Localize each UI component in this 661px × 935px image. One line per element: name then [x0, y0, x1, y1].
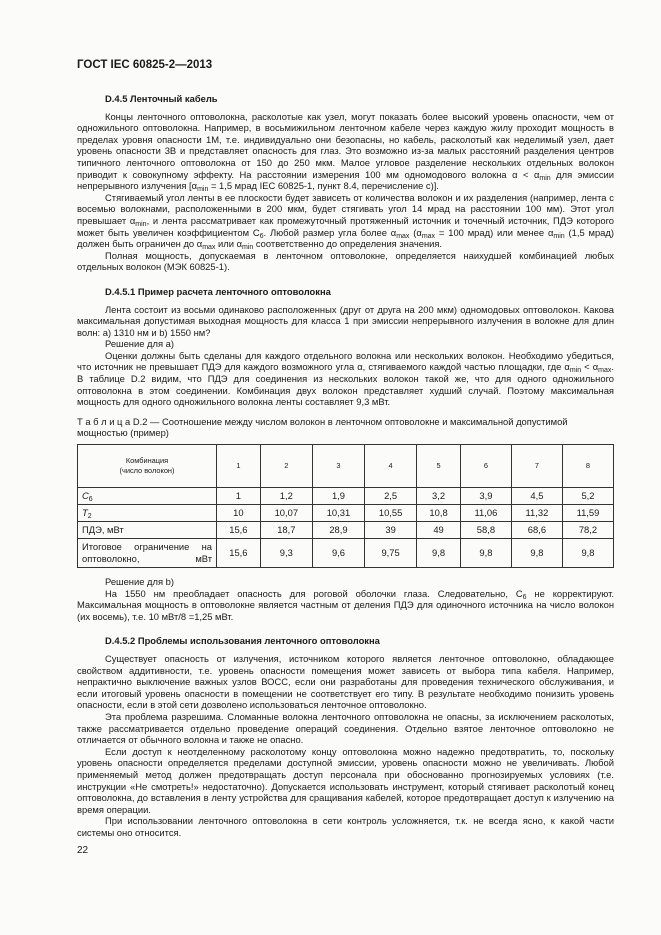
table-cell: 10,55 — [365, 505, 417, 522]
table-cell: 11,06 — [460, 505, 511, 522]
table-cell: 15,6 — [217, 539, 261, 568]
table-header-label: Комбинация (число волокон) — [78, 445, 217, 488]
row-label: $C_6$ — [78, 488, 217, 505]
table-header-row — [78, 445, 614, 488]
table-cell: 18,7 — [260, 522, 312, 539]
table-cell: 4,5 — [511, 488, 562, 505]
paragraph: Полная мощность, допускаемая в ленточном оптоволокне, определяется наихудшей комбинацией любых отдельных волокон (МЭК 60825-1). — [77, 249, 614, 273]
table-header-cell: 7 — [511, 445, 562, 488]
table-cell: 1,9 — [312, 488, 364, 505]
row-label: Итоговое ограничение на оптоволокно, мВт — [78, 539, 217, 568]
table-cell: 9,6 — [312, 539, 364, 568]
table-header-cell: 2 — [260, 445, 312, 488]
table-cell: 9,8 — [460, 539, 511, 568]
table-cell: 5,2 — [562, 488, 613, 505]
table-cell: 11,32 — [511, 505, 562, 522]
table-cell: 10,8 — [417, 505, 461, 522]
paragraph: Если доступ к неотделенному расколотому концу оптоволокна можно надежно предотвратить, то, поскольку уровень опасности определяется пределами доступной эмиссии, уровень опасности можно не увеличивать. Любой применяемый метод должен предотвращать доступ персонала при обоснованно прогнозируемых условиях (т.е. инструкции «Не смотреть!» недостаточно). Допускается использовать инструмент, который стягивает расколотый конец оптоволокна, до вставления в ленту устройства для сращивания кабелей, которое предотвращает доступ к излучению на время операции. — [77, 745, 614, 815]
table-cell: 3,2 — [417, 488, 461, 505]
table-cell: 78,2 — [562, 522, 613, 539]
table-cell: 9,75 — [365, 539, 417, 568]
paragraph: Стягиваемый угол ленты в ее плоскости будет зависеть от количества волокон и их разделения (например, лента с восемью волокнами, расположенными в 200 мкм, будет стягивать угол 14 мрад на расстоянии 100 мм). Этот угол превышает $\alpha_{min}$, и лента рассматривает как промежуточный протяженный источник и точечный источник, ПДЭ которого может быть увеличен коэффициентом $C_6$. Любой размер угла более $\alpha_{max}$ ($\alpha_{max} = 100$ мрад) или менее $\alpha_{min}$ (1,5 мрад) должен быть ограничен до $\alpha_{max}$ или $\alpha_{min}$ соответственно до определения значения. — [77, 191, 614, 252]
table-cell: 9,3 — [260, 539, 312, 568]
table-cell: 2,5 — [365, 488, 417, 505]
solution-label-b: Решение для b) — [105, 576, 174, 588]
table-cell: 11,59 — [562, 505, 613, 522]
table-header-cell: 8 — [562, 445, 613, 488]
section-heading-d452: D.4.5.2 Проблемы использования ленточного оптоволокна — [105, 635, 380, 647]
section-heading-d45: D.4.5 Ленточный кабель — [105, 93, 218, 104]
table-header-cell: 3 — [312, 445, 364, 488]
standard-header: ГОСТ IEC 60825-2—2013 — [77, 59, 213, 71]
page-number: 22 — [77, 845, 89, 856]
table-cell: 9,8 — [562, 539, 613, 568]
table-cell: 58,8 — [460, 522, 511, 539]
table-cell: 3,9 — [460, 488, 511, 505]
table-cell: 9,8 — [417, 539, 461, 568]
table-cell: 10 — [217, 505, 261, 522]
table-row — [78, 488, 614, 505]
table-cell: 39 — [365, 522, 417, 539]
table-cell: 1 — [217, 488, 261, 505]
table-cell: 15,6 — [217, 522, 261, 539]
table-cell: 68,6 — [511, 522, 562, 539]
table-cell: 1,2 — [260, 488, 312, 505]
paragraph: При использовании ленточного оптоволокна в сети контроль усложняется, т.к. не всегда ясно, к какой части системы оно относится. — [77, 815, 614, 838]
table-cell: 49 — [417, 522, 461, 539]
paragraph: Концы ленточного оптоволокна, расколотые как узел, могут показать более высокий уровень опасности, чем от одножильного оптоволокна. Например, в восьмижильном ленточном кабеле через каждую жилу проходит мощность в пределах уровня опасности 1М, т.е. индивидуально они безопасны, но кабель, расколотый как неделимый узел, дает уровень опасности 3B и представляет опасность для глаз. Это возможно из-за малых расстояний разделения центров типичного ленточного оптоволокна от 150 до 250 мкм. Малое угловое разделение нескольких отдельных волокон приводит к совокупному эффекту. На расстоянии измерения 100 мм одномодового волокна $\alpha < \alpha_{min}$ для эмиссии непрерывного излучения [$\alpha_{min} = 1,5$ мрад IEC 60825-1, пункт 8.4, перечисление c)]. — [77, 110, 614, 194]
table-header-cell: 5 — [417, 445, 461, 488]
table-cell: 28,9 — [312, 522, 364, 539]
table-header-cell: 6 — [460, 445, 511, 488]
page-content — [77, 93, 614, 839]
table-header-cell: 1 — [217, 445, 261, 488]
section-heading-d451: D.4.5.1 Пример расчета ленточного оптоволокна — [105, 285, 331, 297]
paragraph: Эта проблема разрешима. Сломанные волокна ленточного оптоволокна не опасны, за исключением расколотых, также рассматривается отдельно проведение операций соединения. Отдельно взятое ленточное оптоволокно не отличается от обычного волокна и также не опасно. — [77, 710, 614, 746]
table-row — [78, 539, 614, 568]
solution-label-a: Решение для а) — [105, 338, 174, 350]
paragraph: Лента состоит из восьми одинаково расположенных (друг от друга на 200 мкм) одномодовых оптоволокон. Какова максимальная допустимая выходная мощность для класса 1 при эмиссии непрерывного излучения в волокне для длин волн: а) 1310 нм и b) 1550 нм? — [77, 303, 614, 338]
row-label: ПДЭ, мВт — [78, 522, 217, 539]
data-table — [77, 444, 614, 568]
paragraph: Существует опасность от излучения, источником которого является ленточное оптоволокно, обладающее свойством аддитивности, т.е. уровень опасности помещения может зависеть от выбора типа кабеля. Например, непрактично выключение важных узлов ВОСС, если они разработаны для проведения технического обслуживания, и если итоговый уровень опасности в помещении не соответствует его типу. В результате необходимо понизить уровень опасности, если в этой сети дозволено использоваться ленточное оптоволокно. — [77, 653, 614, 711]
table-row — [78, 522, 614, 539]
paragraph: На 1550 нм преобладает опасность для роговой оболочки глаза. Следовательно, $C_6$ не корректируют. Максимальная мощность в оптоволокне является частным от деления ПДЭ для одиночного источника на число волокон (их восемь), т.е. 10 мВт/8 =1,25 мВт. — [77, 587, 614, 622]
row-label: $T_2$ — [78, 505, 217, 522]
table-cell: 10,31 — [312, 505, 364, 522]
table-cell: 10,07 — [260, 505, 312, 522]
table-caption: Т а б л и ц а D.2 — Соотношение между числом волокон в ленточном оптоволокне и максимальной допустимой мощностью (пример) — [77, 415, 568, 439]
table-cell: 9,8 — [511, 539, 562, 568]
table-row — [78, 505, 614, 522]
paragraph: Оценки должны быть сделаны для каждого отдельного волокна или нескольких волокон. Необходимо убедиться, что источник не превышает ПДЭ для каждого возможного угла α, стягиваемого каждой частью площадки, где $\alpha_{min} < \alpha_{max}$. В таблице D.2 видим, что ПДЭ для соединения из нескольких волокон такой же, что для одного одножильного оптоволокна в этом соединении. Комбинация двух волокон представляет худший случай. Поэтому максимальная мощность для одного одножильного волокна ленты составляет 9,3 мВт. — [77, 349, 614, 408]
table-header-cell: 4 — [365, 445, 417, 488]
